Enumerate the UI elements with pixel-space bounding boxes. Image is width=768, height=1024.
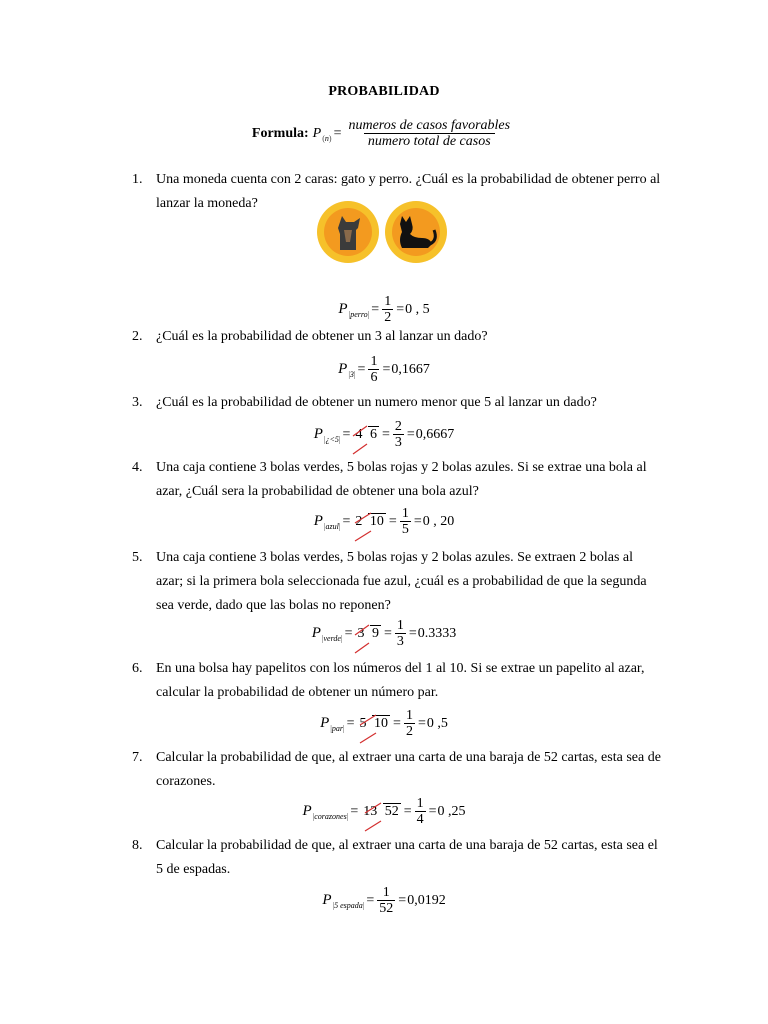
result-value: 0,6667 <box>415 426 455 442</box>
fraction-1-crossed <box>361 804 401 820</box>
problem-4 <box>132 456 662 504</box>
fraction-1-crossed <box>355 626 381 642</box>
result-value: 0 ,25 <box>437 803 466 819</box>
numerator: 1 <box>416 796 424 811</box>
fraction-1-crossed <box>353 427 379 443</box>
general-formula <box>0 118 768 149</box>
equals-sign: = <box>371 301 380 317</box>
fraction-2 <box>393 419 404 450</box>
strike-mark <box>356 713 380 747</box>
formula-p: P <box>312 125 322 141</box>
denominator: 52 <box>379 901 394 916</box>
formula-denominator: numero total de casos <box>364 133 495 149</box>
fraction-1 <box>382 294 393 325</box>
problem-7 <box>132 746 662 794</box>
equals-sign: = <box>346 715 355 731</box>
formula-label: Formula: <box>251 125 309 141</box>
problem-3 <box>132 391 662 415</box>
fraction-2 <box>400 506 411 537</box>
result-p: P <box>338 361 348 377</box>
fraction-2 <box>395 618 406 649</box>
numerator: 4 <box>355 426 363 442</box>
result-value: 0 , 5 <box>405 301 430 317</box>
result-subscript: |3| <box>348 370 356 379</box>
fraction-1 <box>368 354 379 385</box>
problem-number: 6. <box>132 661 143 676</box>
problem-2 <box>132 325 662 349</box>
problem-text: Una caja contiene 3 bolas verdes, 5 bolas rojas y 2 bolas azules. Si se extrae una bola al azar, ¿Cuál sera la probabilidad de obtener una bola azul? <box>156 460 647 499</box>
problem-6 <box>132 657 662 705</box>
result-subscript: |verde| <box>321 634 343 643</box>
equals-sign: = <box>428 803 437 819</box>
problem-text: ¿Cuál es la probabilidad de obtener un 3 al lanzar un dado? <box>156 329 488 344</box>
result-5 <box>0 618 768 649</box>
problem-number: 4. <box>132 460 143 475</box>
result-p: P <box>302 803 312 819</box>
result-p: P <box>338 301 348 317</box>
numerator: 1 <box>405 708 413 723</box>
numerator: 1 <box>396 618 404 633</box>
problem-number: 7. <box>132 750 143 765</box>
problem-text: Una caja contiene 3 bolas verdes, 5 bolas rojas y 2 bolas azules. Se extraen 2 bolas al azar; si la primera bola seleccionada fue azul, ¿cuál es a probabilidad de que la segunda sea verde, dado que las bolas no reponen? <box>156 550 647 613</box>
fraction-2 <box>404 708 415 739</box>
equals-sign: = <box>342 513 351 529</box>
result-subscript: |¿<5| <box>323 435 341 444</box>
equals-sign: = <box>388 513 397 529</box>
denominator: 5 <box>401 522 409 537</box>
formula-fraction <box>344 118 514 149</box>
problem-number: 5. <box>132 550 143 565</box>
fraction-2 <box>415 796 426 827</box>
result-7 <box>0 796 768 827</box>
result-subscript: |azul| <box>323 522 341 531</box>
denominator: 10 <box>374 715 389 731</box>
equals-sign: = <box>357 361 366 377</box>
result-p: P <box>313 426 323 442</box>
result-value: 0 , 20 <box>422 513 455 529</box>
problem-text: En una bolsa hay papelitos con los números del 1 al 10. Si se extrae un papelito al azar, calcular la probabilidad de obtener un número par. <box>156 661 645 700</box>
equals-sign: = <box>406 426 415 442</box>
result-8 <box>0 885 768 916</box>
result-3 <box>0 419 768 450</box>
numerator: 1 <box>370 354 378 369</box>
result-p: P <box>311 625 321 641</box>
problem-number: 2. <box>132 329 143 344</box>
result-p: P <box>322 892 332 908</box>
denominator: 6 <box>369 426 377 442</box>
equals-sign: = <box>393 715 401 731</box>
equals-sign: = <box>382 361 391 377</box>
equals-sign: = <box>381 426 390 442</box>
fraction-1 <box>377 885 395 916</box>
denominator: 3 <box>396 634 404 649</box>
denominator: 3 <box>394 435 402 450</box>
problem-number: 3. <box>132 395 143 410</box>
problem-text: ¿Cuál es la probabilidad de obtener un numero menor que 5 al lanzar un dado? <box>156 395 597 410</box>
result-value: 0,1667 <box>391 361 430 377</box>
cat-coin-icon <box>384 200 448 264</box>
formula-numerator: numeros de casos favorables <box>348 118 511 133</box>
denominator: 52 <box>384 803 399 819</box>
problem-5 <box>132 546 662 618</box>
equals-sign: = <box>396 301 405 317</box>
result-6 <box>0 708 768 739</box>
result-value: 0.3333 <box>417 625 457 641</box>
numerator: 1 <box>384 294 392 309</box>
denominator: 6 <box>370 370 378 385</box>
denominator: 2 <box>405 724 413 739</box>
result-2 <box>0 354 768 385</box>
denominator: 4 <box>416 812 424 827</box>
problem-text: Una moneda cuenta con 2 caras: gato y perro. ¿Cuál es la probabilidad de obtener perro al lanzar la moneda? <box>156 172 661 211</box>
result-value: 0 ,5 <box>426 715 448 731</box>
strike-mark <box>351 424 371 458</box>
strike-mark <box>359 801 383 835</box>
problem-text: Calcular la probabilidad de que, al extraer una carta de una baraja de 52 cartas, esta sea de corazones. <box>156 750 661 789</box>
numerator: 1 <box>382 885 390 900</box>
denominator: 10 <box>369 513 384 529</box>
problem-number: 8. <box>132 838 143 853</box>
strike-mark <box>351 511 375 545</box>
equals-sign: = <box>366 892 375 908</box>
result-subscript: |perro| <box>348 310 370 319</box>
equals-sign: = <box>383 625 392 641</box>
formula-subscript: (n) <box>322 134 332 143</box>
denominator: 2 <box>384 310 392 325</box>
numerator: 2 <box>394 419 402 434</box>
equals-sign: = <box>350 803 359 819</box>
formula-equals: = <box>333 125 342 141</box>
result-value: 0,0192 <box>407 892 446 908</box>
strike-mark <box>353 623 373 657</box>
numerator: 1 <box>401 506 409 521</box>
page-title: PROBABILIDAD <box>328 84 440 99</box>
numerator: 5 <box>359 715 367 731</box>
result-p: P <box>313 513 323 529</box>
result-4 <box>0 506 768 537</box>
numerator: 2 <box>355 513 363 529</box>
numerator: 3 <box>357 625 365 641</box>
equals-sign: = <box>342 426 351 442</box>
equals-sign: = <box>413 513 422 529</box>
problem-number: 1. <box>132 172 143 187</box>
denominator: 9 <box>371 625 379 641</box>
result-subscript: |corazones| <box>312 812 349 821</box>
coin-images <box>316 200 448 264</box>
fraction-1-crossed <box>353 514 386 530</box>
problem-8 <box>132 834 662 882</box>
equals-sign: = <box>403 803 412 819</box>
numerator: 13 <box>363 803 378 819</box>
result-1 <box>0 294 768 325</box>
equals-sign: = <box>398 892 407 908</box>
equals-sign: = <box>408 625 417 641</box>
result-subscript: |5 espada| <box>332 901 365 910</box>
equals-sign: = <box>344 625 353 641</box>
fraction-1-crossed <box>358 716 391 732</box>
result-subscript: |par| <box>330 724 345 733</box>
dog-coin-icon <box>316 200 380 264</box>
problem-text: Calcular la probabilidad de que, al extraer una carta de una baraja de 52 cartas, esta sea el 5 de espadas. <box>156 838 658 877</box>
equals-sign: = <box>417 715 426 731</box>
result-p: P <box>320 715 330 731</box>
